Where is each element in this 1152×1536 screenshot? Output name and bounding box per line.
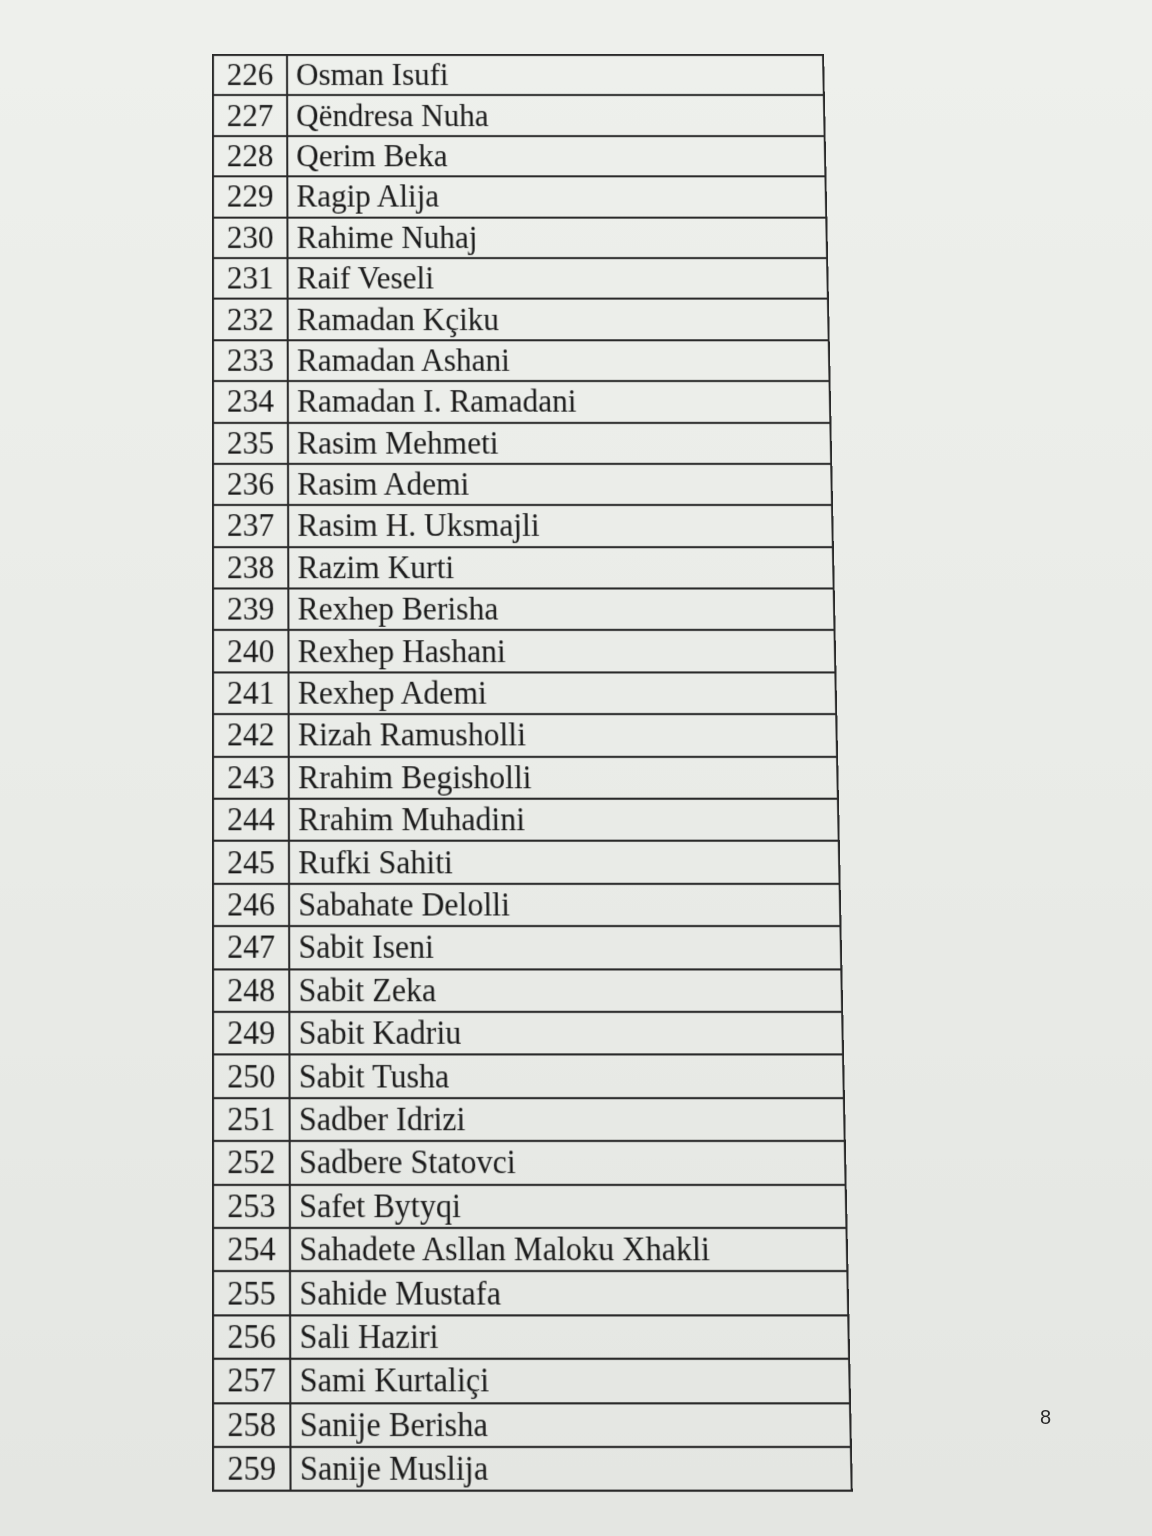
row-name: Sanije Muslija (290, 1447, 851, 1491)
row-number: 232 (213, 299, 288, 340)
row-number: 256 (213, 1315, 290, 1359)
row-number: 226 (213, 55, 287, 95)
table-row (213, 714, 837, 756)
table-row (213, 1403, 851, 1447)
row-number: 249 (213, 1012, 289, 1055)
row-number: 245 (213, 841, 289, 883)
row-name: Ramadan Kçiku (288, 299, 829, 340)
row-name: Rrahim Begisholli (289, 756, 838, 798)
table-row (213, 1098, 845, 1141)
row-name: Rasim Ademi (288, 464, 832, 505)
row-name: Sami Kurtaliçi (290, 1359, 850, 1403)
row-name: Safet Bytyqi (290, 1184, 847, 1227)
row-name: Ramadan Ashani (288, 340, 830, 381)
row-name: Rasim Mehmeti (288, 422, 831, 463)
row-number: 240 (213, 630, 289, 672)
row-name: Qerim Beka (287, 136, 825, 177)
table-row (213, 1315, 849, 1359)
table-row (213, 672, 836, 714)
row-number: 253 (213, 1184, 290, 1227)
table-row (213, 1228, 847, 1272)
row-number: 244 (213, 799, 289, 841)
row-number: 229 (213, 176, 287, 217)
table-row (213, 841, 840, 883)
row-number: 238 (213, 547, 288, 589)
row-name: Sabit Tusha (289, 1055, 843, 1098)
table-row (213, 258, 828, 299)
row-number: 246 (213, 884, 289, 927)
row-name: Sabahate Delolli (289, 884, 840, 927)
row-number: 259 (213, 1447, 290, 1491)
row-name: Rizah Ramusholli (289, 714, 837, 756)
table-row (213, 1447, 852, 1491)
row-name: Sahadete Asllan Maloku Xhakli (290, 1228, 847, 1272)
row-number: 255 (213, 1271, 290, 1315)
row-name: Ramadan I. Ramadani (288, 381, 831, 422)
row-name: Raif Veseli (288, 258, 828, 299)
row-number: 257 (213, 1359, 290, 1403)
row-name: Sahide Mustafa (290, 1271, 848, 1315)
table-row (213, 505, 833, 547)
row-number: 233 (213, 340, 288, 381)
table-row (213, 926, 841, 969)
row-number: 236 (213, 464, 288, 505)
table-row (213, 217, 827, 258)
row-name: Rasim H. Uksmajli (288, 505, 833, 547)
row-number: 227 (213, 95, 287, 135)
row-number: 237 (213, 505, 288, 547)
table-row (213, 136, 825, 177)
row-number: 241 (213, 672, 289, 714)
name-list-table (212, 54, 853, 1492)
row-name: Razim Kurti (288, 547, 833, 589)
row-number: 242 (213, 714, 289, 756)
row-number: 235 (213, 422, 288, 463)
row-number: 243 (213, 756, 289, 798)
row-name: Sadber Idrizi (290, 1098, 845, 1141)
table-row (213, 884, 840, 927)
table-row (213, 799, 839, 841)
row-number: 231 (213, 258, 288, 299)
row-name: Rahime Nuhaj (287, 217, 827, 258)
table-row (213, 589, 835, 631)
row-name: Rrahim Muhadini (289, 799, 839, 841)
table-row (213, 1141, 846, 1184)
table-row (213, 547, 834, 589)
row-name: Sabit Kadriu (289, 1012, 843, 1055)
row-number: 239 (213, 589, 288, 631)
table-row (213, 381, 830, 422)
row-name: Ragip Alija (287, 176, 826, 217)
row-number: 248 (213, 969, 289, 1012)
row-name: Rexhep Hashani (288, 630, 835, 672)
table-row (213, 340, 830, 381)
table-row (213, 969, 842, 1012)
row-name: Qëndresa Nuha (287, 95, 825, 135)
table-row (213, 1184, 846, 1227)
row-name: Rexhep Berisha (288, 589, 834, 631)
table-row (213, 630, 835, 672)
row-number: 228 (213, 136, 287, 177)
table-row (213, 176, 826, 217)
table-row (213, 299, 829, 340)
table-row (213, 1012, 843, 1055)
table-row (213, 464, 832, 505)
row-number: 230 (213, 217, 287, 258)
row-name: Sabit Zeka (289, 969, 842, 1012)
row-number: 252 (213, 1141, 290, 1184)
row-name: Sali Haziri (290, 1315, 849, 1359)
table-row (213, 95, 825, 135)
row-name: Sanije Berisha (290, 1403, 851, 1447)
name-list-body (213, 55, 852, 1491)
table-row (213, 1271, 848, 1315)
row-number: 254 (213, 1228, 290, 1272)
row-number: 247 (213, 926, 289, 969)
row-number: 250 (213, 1055, 290, 1098)
row-name: Sadbere Statovci (290, 1141, 846, 1184)
table-row (213, 422, 831, 463)
row-number: 251 (213, 1098, 290, 1141)
table-row (213, 756, 838, 798)
row-number: 258 (213, 1403, 290, 1447)
row-name: Sabit Iseni (289, 926, 841, 969)
row-name: Rexhep Ademi (289, 672, 837, 714)
row-name: Rufki Sahiti (289, 841, 840, 883)
row-name: Osman Isufi (287, 55, 824, 95)
table-row (213, 1359, 850, 1403)
page-number: 8 (1040, 1407, 1052, 1429)
table-row (213, 55, 824, 95)
row-number: 234 (213, 381, 288, 422)
table-row (213, 1055, 844, 1098)
